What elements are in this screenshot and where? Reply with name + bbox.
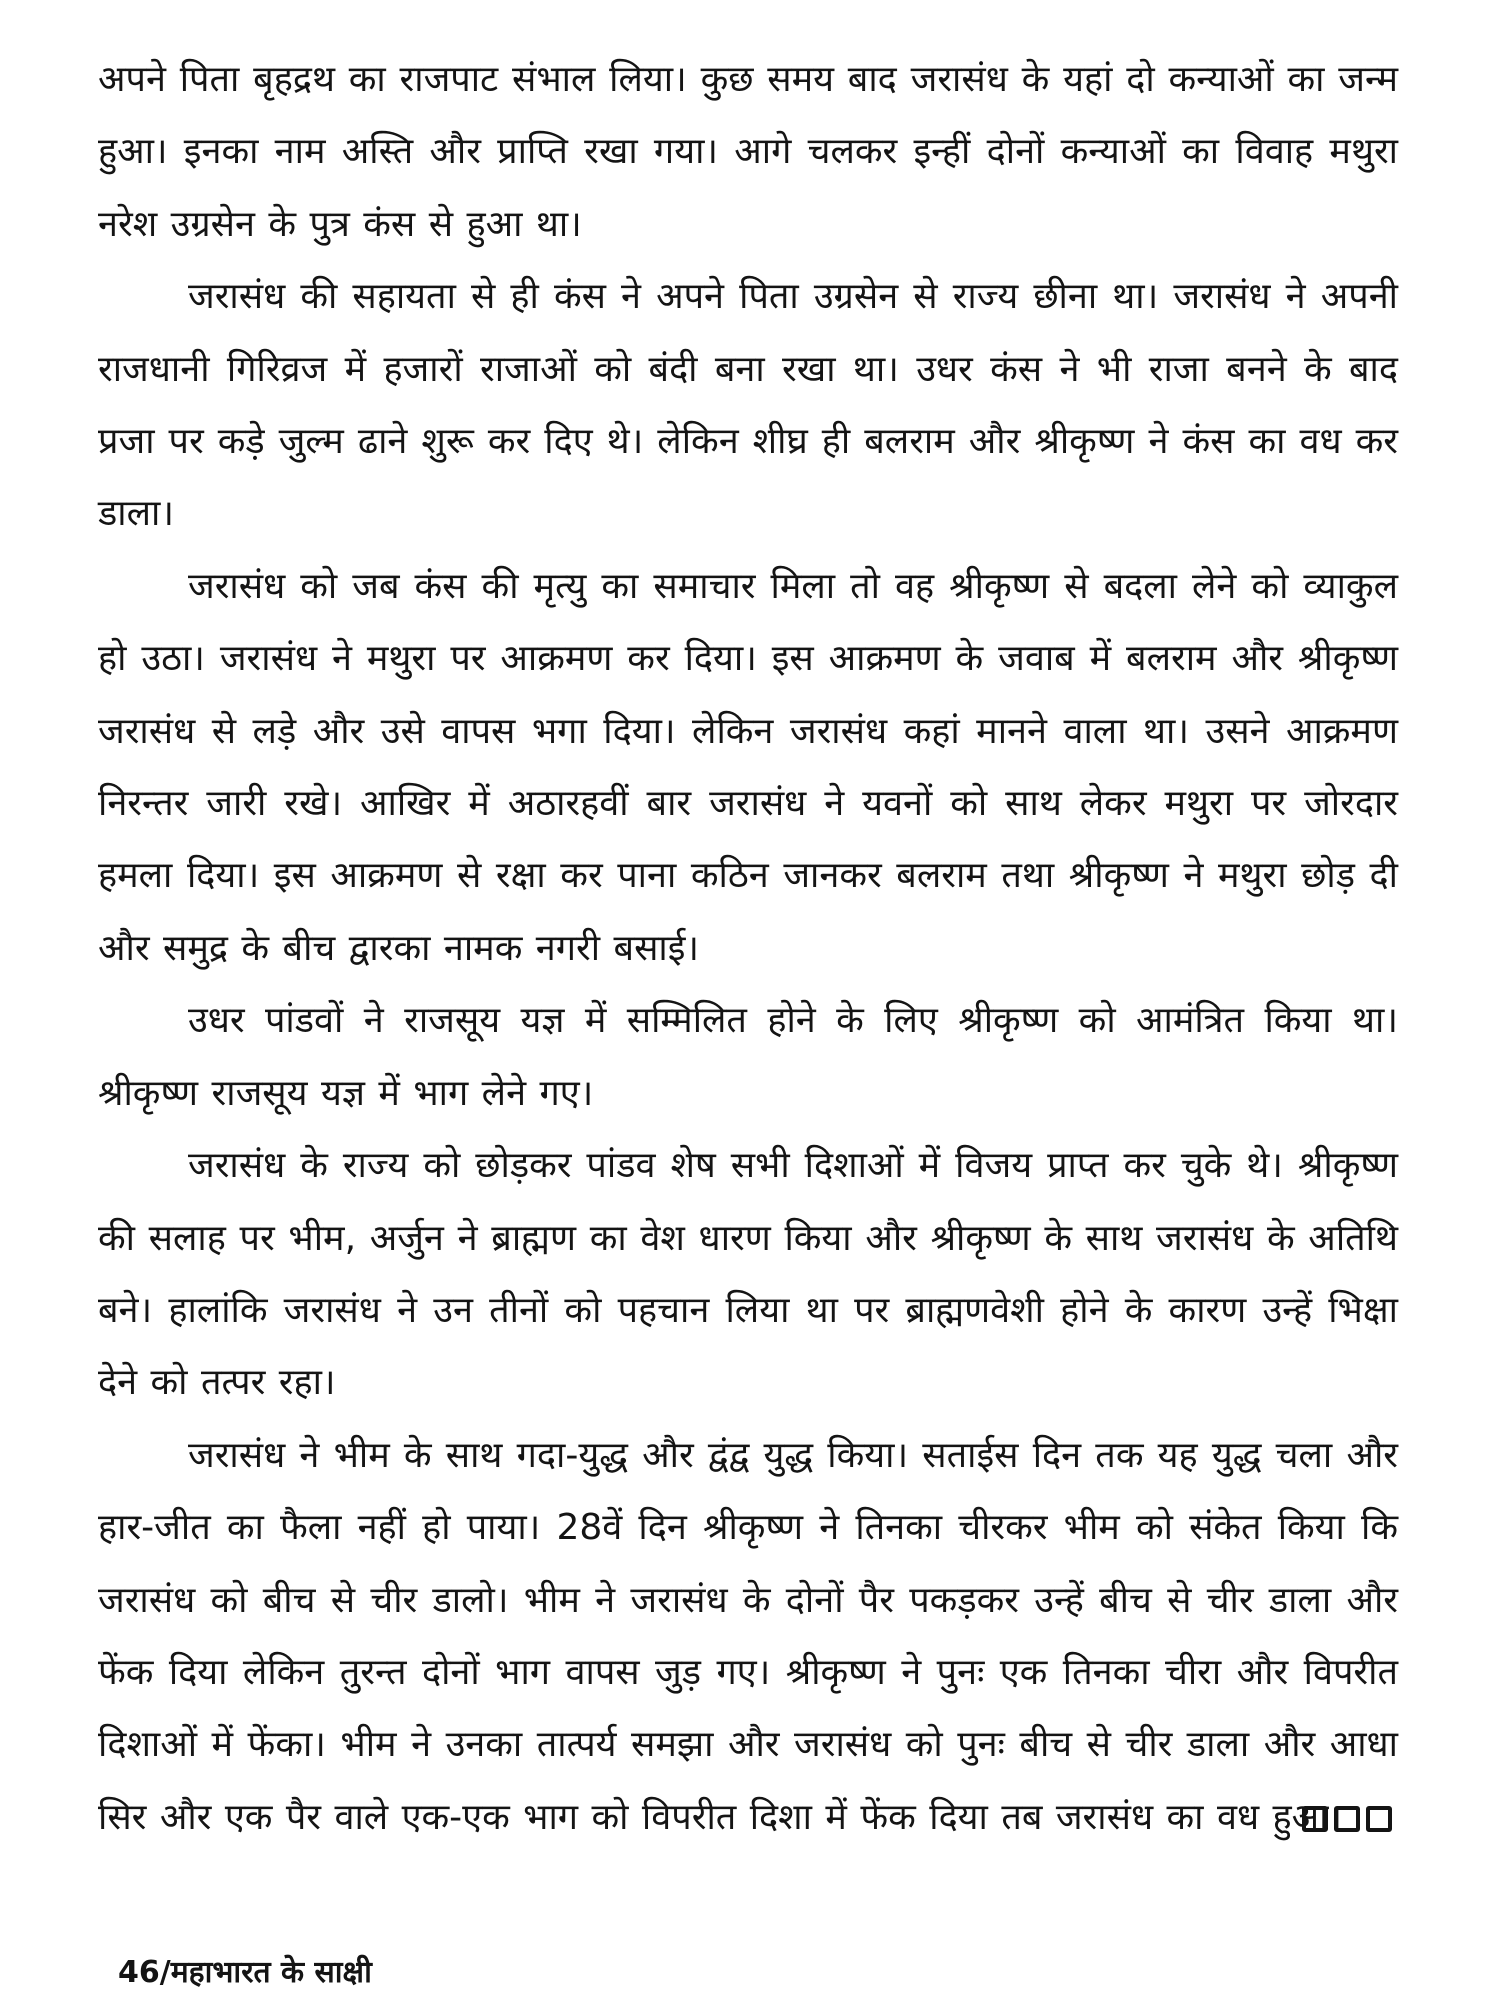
body-text	[98, 44, 1398, 1854]
end-box-icon	[1366, 1806, 1392, 1832]
paragraph-5: जरासंध के राज्य को छोड़कर पांडव शेष सभी दिशाओं में विजय प्राप्त कर चुके थे। श्रीकृष्ण की सलाह पर भीम, अर्जुन ने ब्राह्मण का वेश धारण किया और श्रीकृष्ण के साथ जरासंध के अतिथि बने। हालांकि जरासंध ने उन तीनों को पहचान लिया था पर ब्राह्मणवेशी होने के कारण उन्हें भिक्षा देने को तत्पर रहा।	[98, 1145, 1398, 1404]
page-footer: 46/महाभारत के साक्षी	[118, 1955, 372, 1990]
end-box-icon	[1334, 1806, 1360, 1832]
paragraph-4: उधर पांडवों ने राजसूय यज्ञ में सम्मिलित होने के लिए श्रीकृष्ण को आमंत्रित किया था। श्रीकृष्ण राजसूय यज्ञ में भाग लेने गए।	[98, 1000, 1398, 1114]
paragraph-2: जरासंध की सहायता से ही कंस ने अपने पिता उग्रसेन से राज्य छीना था। जरासंध ने अपनी राजधानी गिरिव्रज में हजारों राजाओं को बंदी बना रखा था। उधर कंस ने भी राजा बनने के बाद प्रजा पर कड़े जुल्म ढाने शुरू कर दिए थे। लेकिन शीघ्र ही बलराम और श्रीकृष्ण ने कंस का वध कर डाला।	[98, 276, 1398, 535]
paragraph-3: जरासंध को जब कंस की मृत्यु का समाचार मिला तो वह श्रीकृष्ण से बदला लेने को व्याकुल हो उठा। जरासंध ने मथुरा पर आक्रमण कर दिया। इस आक्रमण के जवाब में बलराम और श्रीकृष्ण जरासंध से लड़े और उसे वापस भगा दिया। लेकिन जरासंध कहां मानने वाला था। उसने आक्रमण निरन्तर जारी रखे। आखिर में अठारहवीं बार जरासंध ने यवनों को साथ लेकर मथुरा पर जोरदार हमला दिया। इस आक्रमण से रक्षा कर पाना कठिन जानकर बलराम तथा श्रीकृष्ण ने मथुरा छोड़ दी और समुद्र के बीच द्वारका नामक नगरी बसाई।	[98, 565, 1398, 969]
end-box-icon	[1302, 1806, 1328, 1832]
paragraph-6: जरासंध ने भीम के साथ गदा-युद्ध और द्वंद्व युद्ध किया। सताईस दिन तक यह युद्ध चला और हार-जीत का फैला नहीं हो पाया। 28वें दिन श्रीकृष्ण ने तिनका चीरकर भीम को संकेत किया कि जरासंध को बीच से चीर डालो। भीम ने जरासंध के दोनों पैर पकड़कर उन्हें बीच से चीर डाला और फेंक दिया लेकिन तुरन्त दोनों भाग वापस जुड़ गए। श्रीकृष्ण ने पुनः एक तिनका चीरा और विपरीत दिशाओं में फेंका। भीम ने उनका तात्पर्य समझा और जरासंध को पुनः बीच से चीर डाला और आधा सिर और एक पैर वाले एक-एक भाग को विपरीत दिशा में फेंक दिया तब जरासंध का वध हुआ।	[98, 1434, 1398, 1838]
paragraph-1: अपने पिता बृहद्रथ का राजपाट संभाल लिया। कुछ समय बाद जरासंध के यहां दो कन्याओं का जन्म हुआ। इनका नाम अस्ति और प्राप्ति रखा गया। आगे चलकर इन्हीं दोनों कन्याओं का विवाह मथुरा नरेश उग्रसेन के पुत्र कंस से हुआ था।	[98, 59, 1398, 245]
end-mark-icon	[1302, 1806, 1392, 1832]
